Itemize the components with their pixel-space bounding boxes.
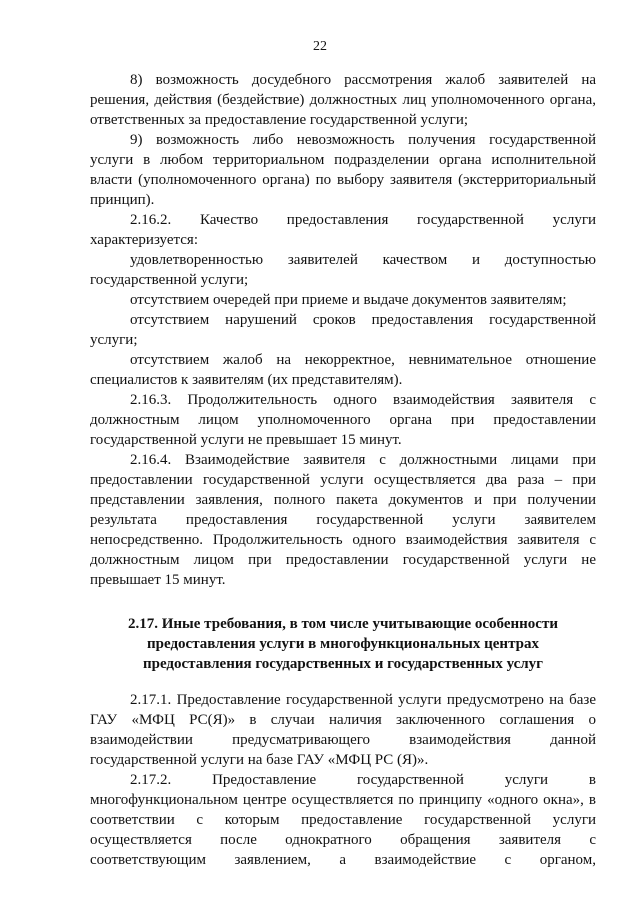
text-line: взаимодействии предусматривающего взаимодействия данной: [90, 732, 596, 748]
paragraph: [90, 690, 596, 770]
text-line: отсутствием очередей при приеме и выдаче документов заявителям;: [130, 292, 567, 308]
paragraph: [90, 210, 596, 250]
text-line: решения, действия (бездействие) должностных лиц уполномоченного органа,: [90, 92, 596, 108]
text-line: должностным лицом при предоставлении государственной услуги не: [90, 552, 596, 568]
text-line: принцип).: [90, 192, 155, 208]
text-line: государственной услуги не превышает 15 минут.: [90, 432, 402, 448]
paragraph: [90, 450, 596, 590]
paragraph: [90, 310, 596, 350]
text-line: соответствии с которым предоставление государственной услуги: [90, 812, 596, 828]
text-line: должностным лицом уполномоченного органа при предоставлении: [90, 412, 596, 428]
text-line: ГАУ «МФЦ РС(Я)» в случаи наличия заключенного соглашения о: [90, 712, 596, 728]
text-line: представлении заявления, полного пакета документов и при получении: [90, 492, 596, 508]
text-line: предоставлении государственной услуги осуществляется два раза – при: [90, 472, 596, 488]
text-line: 2.17.1. Предоставление государственной услуги предусмотрено на базе: [130, 692, 596, 708]
text-line: непосредственно. Продолжительность одного взаимодействия заявителя с: [90, 532, 596, 548]
heading-line: предоставления услуги в многофункциональных центрах: [147, 636, 539, 652]
text-line: превышает 15 минут.: [90, 572, 226, 588]
text-line: осуществляется после однократного обращения заявителя с: [90, 832, 596, 848]
text-line: 2.17.2. Предоставление государственной услуги в: [130, 772, 596, 788]
text-line: 2.16.2. Качество предоставления государственной услуги: [130, 212, 596, 228]
text-line: результата предоставления государственной услуги заявителем: [90, 512, 596, 528]
text-line: отсутствием нарушений сроков предоставления государственной: [130, 312, 596, 328]
page-number: 22: [313, 39, 327, 54]
paragraph: [90, 390, 596, 450]
text-line: удовлетворенностью заявителей качеством и доступностью: [130, 252, 596, 268]
text-line: 2.16.4. Взаимодействие заявителя с должностными лицами при: [130, 452, 596, 468]
document-body: [90, 70, 596, 870]
paragraph: [90, 350, 596, 390]
text-line: государственной услуги на базе ГАУ «МФЦ РС (Я)».: [90, 752, 429, 768]
text-line: многофункциональном центре осуществляется по принципу «одного окна», в: [90, 792, 596, 808]
paragraph: [90, 290, 596, 310]
text-line: специалистов к заявителям (их представителям).: [90, 372, 403, 388]
heading-line: 2.17. Иные требования, в том числе учитывающие особенности: [128, 616, 558, 632]
section-heading: [90, 614, 596, 674]
paragraph: [90, 130, 596, 210]
text-line: услуги в любом территориальном подразделении органа исполнительной: [90, 152, 596, 168]
text-line: 8) возможность досудебного рассмотрения жалоб заявителей на: [130, 72, 596, 88]
text-line: соответствующим заявлением, а взаимодействие с органом,: [90, 852, 596, 868]
text-line: государственной услуги;: [90, 272, 249, 288]
text-line: ответственных за предоставление государственной услуги;: [90, 112, 469, 128]
text-line: характеризуется:: [90, 232, 198, 248]
text-line: 2.16.3. Продолжительность одного взаимодействия заявителя с: [130, 392, 596, 408]
heading-line: предоставления государственных и государственных услуг: [142, 656, 543, 672]
paragraph: [90, 770, 596, 870]
paragraph: [90, 250, 596, 290]
paragraph: [90, 70, 596, 130]
text-line: 9) возможность либо невозможность получения государственной: [130, 132, 596, 148]
text-line: услуги;: [90, 332, 138, 348]
text-line: отсутствием жалоб на некорректное, невнимательное отношение: [130, 352, 596, 368]
text-line: власти (уполномоченного органа) по выбору заявителя (экстерриториальный: [90, 172, 596, 188]
